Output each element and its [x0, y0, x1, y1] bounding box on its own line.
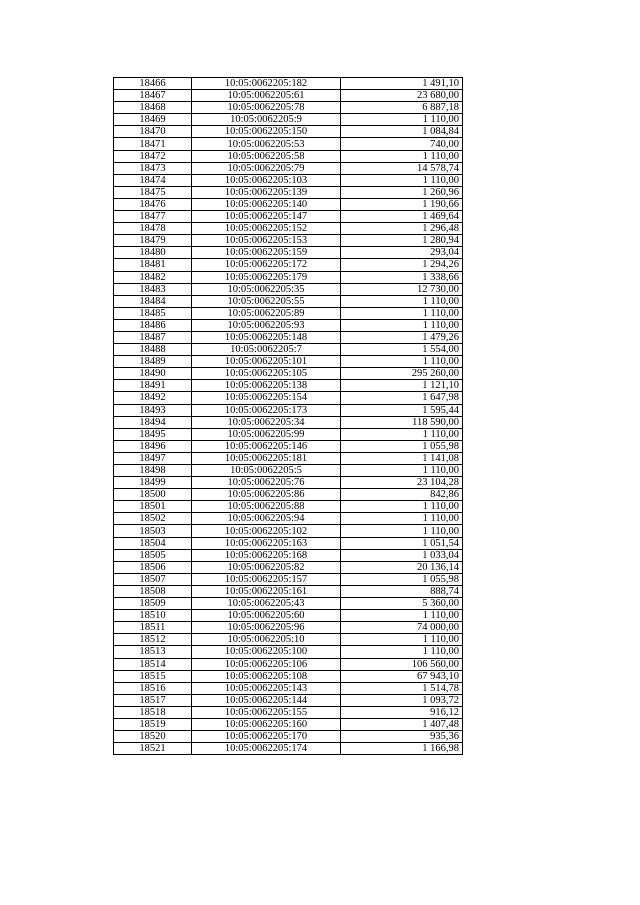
cadastral-number-cell: 10:05:0062205:174 — [192, 743, 341, 755]
amount-cell: 1 033,04 — [341, 549, 463, 561]
table-row — [114, 162, 463, 174]
row-number-cell: 18487 — [114, 331, 192, 343]
table-row — [114, 368, 463, 380]
table-row — [114, 392, 463, 404]
row-number-cell: 18484 — [114, 295, 192, 307]
row-number-cell: 18466 — [114, 78, 192, 90]
amount-cell: 1 110,00 — [341, 525, 463, 537]
row-number-cell: 18500 — [114, 489, 192, 501]
cadastral-number-cell: 10:05:0062205:55 — [192, 295, 341, 307]
table-row — [114, 174, 463, 186]
row-number-cell: 18502 — [114, 513, 192, 525]
cadastral-number-cell: 10:05:0062205:9 — [192, 114, 341, 126]
cadastral-number-cell: 10:05:0062205:144 — [192, 694, 341, 706]
cadastral-number-cell: 10:05:0062205:105 — [192, 368, 341, 380]
amount-cell: 1 110,00 — [341, 513, 463, 525]
row-number-cell: 18503 — [114, 525, 192, 537]
row-number-cell: 18513 — [114, 646, 192, 658]
table-row — [114, 186, 463, 198]
row-number-cell: 18496 — [114, 440, 192, 452]
cadastral-number-cell: 10:05:0062205:108 — [192, 670, 341, 682]
cadastral-number-cell: 10:05:0062205:179 — [192, 271, 341, 283]
row-number-cell: 18508 — [114, 585, 192, 597]
cadastral-number-cell: 10:05:0062205:172 — [192, 259, 341, 271]
amount-cell: 6 887,18 — [341, 102, 463, 114]
amount-cell: 118 590,00 — [341, 416, 463, 428]
cadastral-number-cell: 10:05:0062205:138 — [192, 380, 341, 392]
amount-cell: 1 055,98 — [341, 573, 463, 585]
cadastral-number-cell: 10:05:0062205:86 — [192, 489, 341, 501]
row-number-cell: 18481 — [114, 259, 192, 271]
row-number-cell: 18504 — [114, 537, 192, 549]
table-row — [114, 573, 463, 585]
row-number-cell: 18475 — [114, 186, 192, 198]
cadastral-number-cell: 10:05:0062205:147 — [192, 211, 341, 223]
row-number-cell: 18491 — [114, 380, 192, 392]
row-number-cell: 18495 — [114, 428, 192, 440]
table-row — [114, 694, 463, 706]
table-row — [114, 452, 463, 464]
cadastral-number-cell: 10:05:0062205:58 — [192, 150, 341, 162]
table-row — [114, 670, 463, 682]
table-row — [114, 283, 463, 295]
cadastral-number-cell: 10:05:0062205:154 — [192, 392, 341, 404]
table-row — [114, 598, 463, 610]
amount-cell: 1 260,96 — [341, 186, 463, 198]
amount-cell: 67 943,10 — [341, 670, 463, 682]
amount-cell: 1 294,26 — [341, 259, 463, 271]
cadastral-number-cell: 10:05:0062205:106 — [192, 658, 341, 670]
cadastral-number-cell: 10:05:0062205:43 — [192, 598, 341, 610]
amount-cell: 1 110,00 — [341, 634, 463, 646]
table-row — [114, 658, 463, 670]
amount-cell: 1 647,98 — [341, 392, 463, 404]
table-row — [114, 501, 463, 513]
amount-cell: 1 280,94 — [341, 235, 463, 247]
table-row — [114, 610, 463, 622]
table-row — [114, 271, 463, 283]
table-row — [114, 585, 463, 597]
cadastral-number-cell: 10:05:0062205:146 — [192, 440, 341, 452]
row-number-cell: 18479 — [114, 235, 192, 247]
row-number-cell: 18512 — [114, 634, 192, 646]
cadastral-number-cell: 10:05:0062205:160 — [192, 718, 341, 730]
table-row — [114, 295, 463, 307]
amount-cell: 5 360,00 — [341, 598, 463, 610]
amount-cell: 20 136,14 — [341, 561, 463, 573]
table-row — [114, 307, 463, 319]
cadastral-number-cell: 10:05:0062205:168 — [192, 549, 341, 561]
amount-cell: 1 110,00 — [341, 428, 463, 440]
table-row — [114, 549, 463, 561]
cadastral-number-cell: 10:05:0062205:7 — [192, 344, 341, 356]
table-row — [114, 356, 463, 368]
cadastral-number-cell: 10:05:0062205:10 — [192, 634, 341, 646]
row-number-cell: 18472 — [114, 150, 192, 162]
cadastral-number-cell: 10:05:0062205:94 — [192, 513, 341, 525]
table-row — [114, 731, 463, 743]
table-row — [114, 513, 463, 525]
row-number-cell: 18494 — [114, 416, 192, 428]
amount-cell: 1 110,00 — [341, 501, 463, 513]
table-row — [114, 706, 463, 718]
amount-cell: 1 121,10 — [341, 380, 463, 392]
amount-cell: 1 141,08 — [341, 452, 463, 464]
table-row — [114, 78, 463, 90]
cadastral-number-cell: 10:05:0062205:100 — [192, 646, 341, 658]
cadastral-number-cell: 10:05:0062205:159 — [192, 247, 341, 259]
registry-table — [113, 77, 463, 755]
cadastral-number-cell: 10:05:0062205:140 — [192, 198, 341, 210]
amount-cell: 740,00 — [341, 138, 463, 150]
row-number-cell: 18492 — [114, 392, 192, 404]
cadastral-number-cell: 10:05:0062205:139 — [192, 186, 341, 198]
cadastral-number-cell: 10:05:0062205:89 — [192, 307, 341, 319]
cadastral-number-cell: 10:05:0062205:182 — [192, 78, 341, 90]
row-number-cell: 18480 — [114, 247, 192, 259]
amount-cell: 1 338,66 — [341, 271, 463, 283]
amount-cell: 14 578,74 — [341, 162, 463, 174]
cadastral-number-cell: 10:05:0062205:181 — [192, 452, 341, 464]
table-row — [114, 198, 463, 210]
amount-cell: 1 110,00 — [341, 150, 463, 162]
row-number-cell: 18483 — [114, 283, 192, 295]
amount-cell: 1 166,98 — [341, 743, 463, 755]
amount-cell: 888,74 — [341, 585, 463, 597]
row-number-cell: 18517 — [114, 694, 192, 706]
row-number-cell: 18490 — [114, 368, 192, 380]
table-row — [114, 235, 463, 247]
cadastral-number-cell: 10:05:0062205:96 — [192, 622, 341, 634]
row-number-cell: 18499 — [114, 477, 192, 489]
row-number-cell: 18514 — [114, 658, 192, 670]
row-number-cell: 18471 — [114, 138, 192, 150]
row-number-cell: 18473 — [114, 162, 192, 174]
amount-cell: 23 104,28 — [341, 477, 463, 489]
row-number-cell: 18469 — [114, 114, 192, 126]
row-number-cell: 18506 — [114, 561, 192, 573]
amount-cell: 1 469,64 — [341, 211, 463, 223]
cadastral-number-cell: 10:05:0062205:82 — [192, 561, 341, 573]
amount-cell: 1 110,00 — [341, 646, 463, 658]
amount-cell: 1 479,26 — [341, 331, 463, 343]
table-row — [114, 90, 463, 102]
cadastral-number-cell: 10:05:0062205:143 — [192, 682, 341, 694]
table-row — [114, 477, 463, 489]
registry-table-body — [114, 78, 463, 755]
amount-cell: 1 110,00 — [341, 114, 463, 126]
cadastral-number-cell: 10:05:0062205:153 — [192, 235, 341, 247]
cadastral-number-cell: 10:05:0062205:5 — [192, 465, 341, 477]
table-row — [114, 259, 463, 271]
table-row — [114, 380, 463, 392]
cadastral-number-cell: 10:05:0062205:99 — [192, 428, 341, 440]
amount-cell: 12 730,00 — [341, 283, 463, 295]
row-number-cell: 18518 — [114, 706, 192, 718]
row-number-cell: 18516 — [114, 682, 192, 694]
table-row — [114, 537, 463, 549]
row-number-cell: 18486 — [114, 319, 192, 331]
row-number-cell: 18497 — [114, 452, 192, 464]
cadastral-number-cell: 10:05:0062205:61 — [192, 90, 341, 102]
cadastral-number-cell: 10:05:0062205:78 — [192, 102, 341, 114]
table-row — [114, 150, 463, 162]
amount-cell: 23 680,00 — [341, 90, 463, 102]
table-row — [114, 646, 463, 658]
amount-cell: 916,12 — [341, 706, 463, 718]
amount-cell: 1 407,48 — [341, 718, 463, 730]
row-number-cell: 18507 — [114, 573, 192, 585]
amount-cell: 295 260,00 — [341, 368, 463, 380]
amount-cell: 1 110,00 — [341, 610, 463, 622]
amount-cell: 1 296,48 — [341, 223, 463, 235]
cadastral-number-cell: 10:05:0062205:101 — [192, 356, 341, 368]
row-number-cell: 18478 — [114, 223, 192, 235]
cadastral-number-cell: 10:05:0062205:76 — [192, 477, 341, 489]
amount-cell: 1 093,72 — [341, 694, 463, 706]
cadastral-number-cell: 10:05:0062205:170 — [192, 731, 341, 743]
cadastral-number-cell: 10:05:0062205:79 — [192, 162, 341, 174]
row-number-cell: 18505 — [114, 549, 192, 561]
row-number-cell: 18477 — [114, 211, 192, 223]
row-number-cell: 18470 — [114, 126, 192, 138]
table-row — [114, 114, 463, 126]
cadastral-number-cell: 10:05:0062205:150 — [192, 126, 341, 138]
amount-cell: 1 110,00 — [341, 307, 463, 319]
cadastral-number-cell: 10:05:0062205:53 — [192, 138, 341, 150]
cadastral-number-cell: 10:05:0062205:163 — [192, 537, 341, 549]
amount-cell: 1 491,10 — [341, 78, 463, 90]
amount-cell: 1 055,98 — [341, 440, 463, 452]
amount-cell: 74 000,00 — [341, 622, 463, 634]
table-row — [114, 428, 463, 440]
table-row — [114, 416, 463, 428]
amount-cell: 1 110,00 — [341, 356, 463, 368]
amount-cell: 1 051,54 — [341, 537, 463, 549]
row-number-cell: 18521 — [114, 743, 192, 755]
table-row — [114, 126, 463, 138]
amount-cell: 1 110,00 — [341, 465, 463, 477]
amount-cell: 1 110,00 — [341, 174, 463, 186]
table-row — [114, 634, 463, 646]
cadastral-number-cell: 10:05:0062205:88 — [192, 501, 341, 513]
cadastral-number-cell: 10:05:0062205:34 — [192, 416, 341, 428]
row-number-cell: 18488 — [114, 344, 192, 356]
cadastral-number-cell: 10:05:0062205:102 — [192, 525, 341, 537]
row-number-cell: 18498 — [114, 465, 192, 477]
row-number-cell: 18468 — [114, 102, 192, 114]
table-row — [114, 561, 463, 573]
row-number-cell: 18493 — [114, 404, 192, 416]
amount-cell: 1 595,44 — [341, 404, 463, 416]
amount-cell: 293,04 — [341, 247, 463, 259]
row-number-cell: 18476 — [114, 198, 192, 210]
amount-cell: 106 560,00 — [341, 658, 463, 670]
table-row — [114, 743, 463, 755]
cadastral-number-cell: 10:05:0062205:148 — [192, 331, 341, 343]
row-number-cell: 18485 — [114, 307, 192, 319]
row-number-cell: 18520 — [114, 731, 192, 743]
table-row — [114, 682, 463, 694]
row-number-cell: 18489 — [114, 356, 192, 368]
amount-cell: 842,86 — [341, 489, 463, 501]
cadastral-number-cell: 10:05:0062205:93 — [192, 319, 341, 331]
amount-cell: 1 110,00 — [341, 295, 463, 307]
table-row — [114, 718, 463, 730]
cadastral-number-cell: 10:05:0062205:155 — [192, 706, 341, 718]
table-row — [114, 211, 463, 223]
cadastral-number-cell: 10:05:0062205:161 — [192, 585, 341, 597]
cadastral-number-cell: 10:05:0062205:35 — [192, 283, 341, 295]
row-number-cell: 18467 — [114, 90, 192, 102]
cadastral-number-cell: 10:05:0062205:103 — [192, 174, 341, 186]
table-row — [114, 404, 463, 416]
row-number-cell: 18482 — [114, 271, 192, 283]
row-number-cell: 18519 — [114, 718, 192, 730]
amount-cell: 1 514,78 — [341, 682, 463, 694]
row-number-cell: 18515 — [114, 670, 192, 682]
amount-cell: 1 084,84 — [341, 126, 463, 138]
row-number-cell: 18511 — [114, 622, 192, 634]
amount-cell: 1 190,66 — [341, 198, 463, 210]
cadastral-number-cell: 10:05:0062205:60 — [192, 610, 341, 622]
row-number-cell: 18509 — [114, 598, 192, 610]
cadastral-number-cell: 10:05:0062205:157 — [192, 573, 341, 585]
table-row — [114, 247, 463, 259]
table-row — [114, 344, 463, 356]
cadastral-number-cell: 10:05:0062205:173 — [192, 404, 341, 416]
amount-cell: 935,36 — [341, 731, 463, 743]
row-number-cell: 18474 — [114, 174, 192, 186]
table-row — [114, 138, 463, 150]
row-number-cell: 18510 — [114, 610, 192, 622]
table-row — [114, 331, 463, 343]
table-row — [114, 102, 463, 114]
table-row — [114, 489, 463, 501]
table-row — [114, 465, 463, 477]
table-row — [114, 622, 463, 634]
amount-cell: 1 554,00 — [341, 344, 463, 356]
amount-cell: 1 110,00 — [341, 319, 463, 331]
table-row — [114, 223, 463, 235]
table-row — [114, 319, 463, 331]
row-number-cell: 18501 — [114, 501, 192, 513]
cadastral-number-cell: 10:05:0062205:152 — [192, 223, 341, 235]
table-row — [114, 440, 463, 452]
table-row — [114, 525, 463, 537]
